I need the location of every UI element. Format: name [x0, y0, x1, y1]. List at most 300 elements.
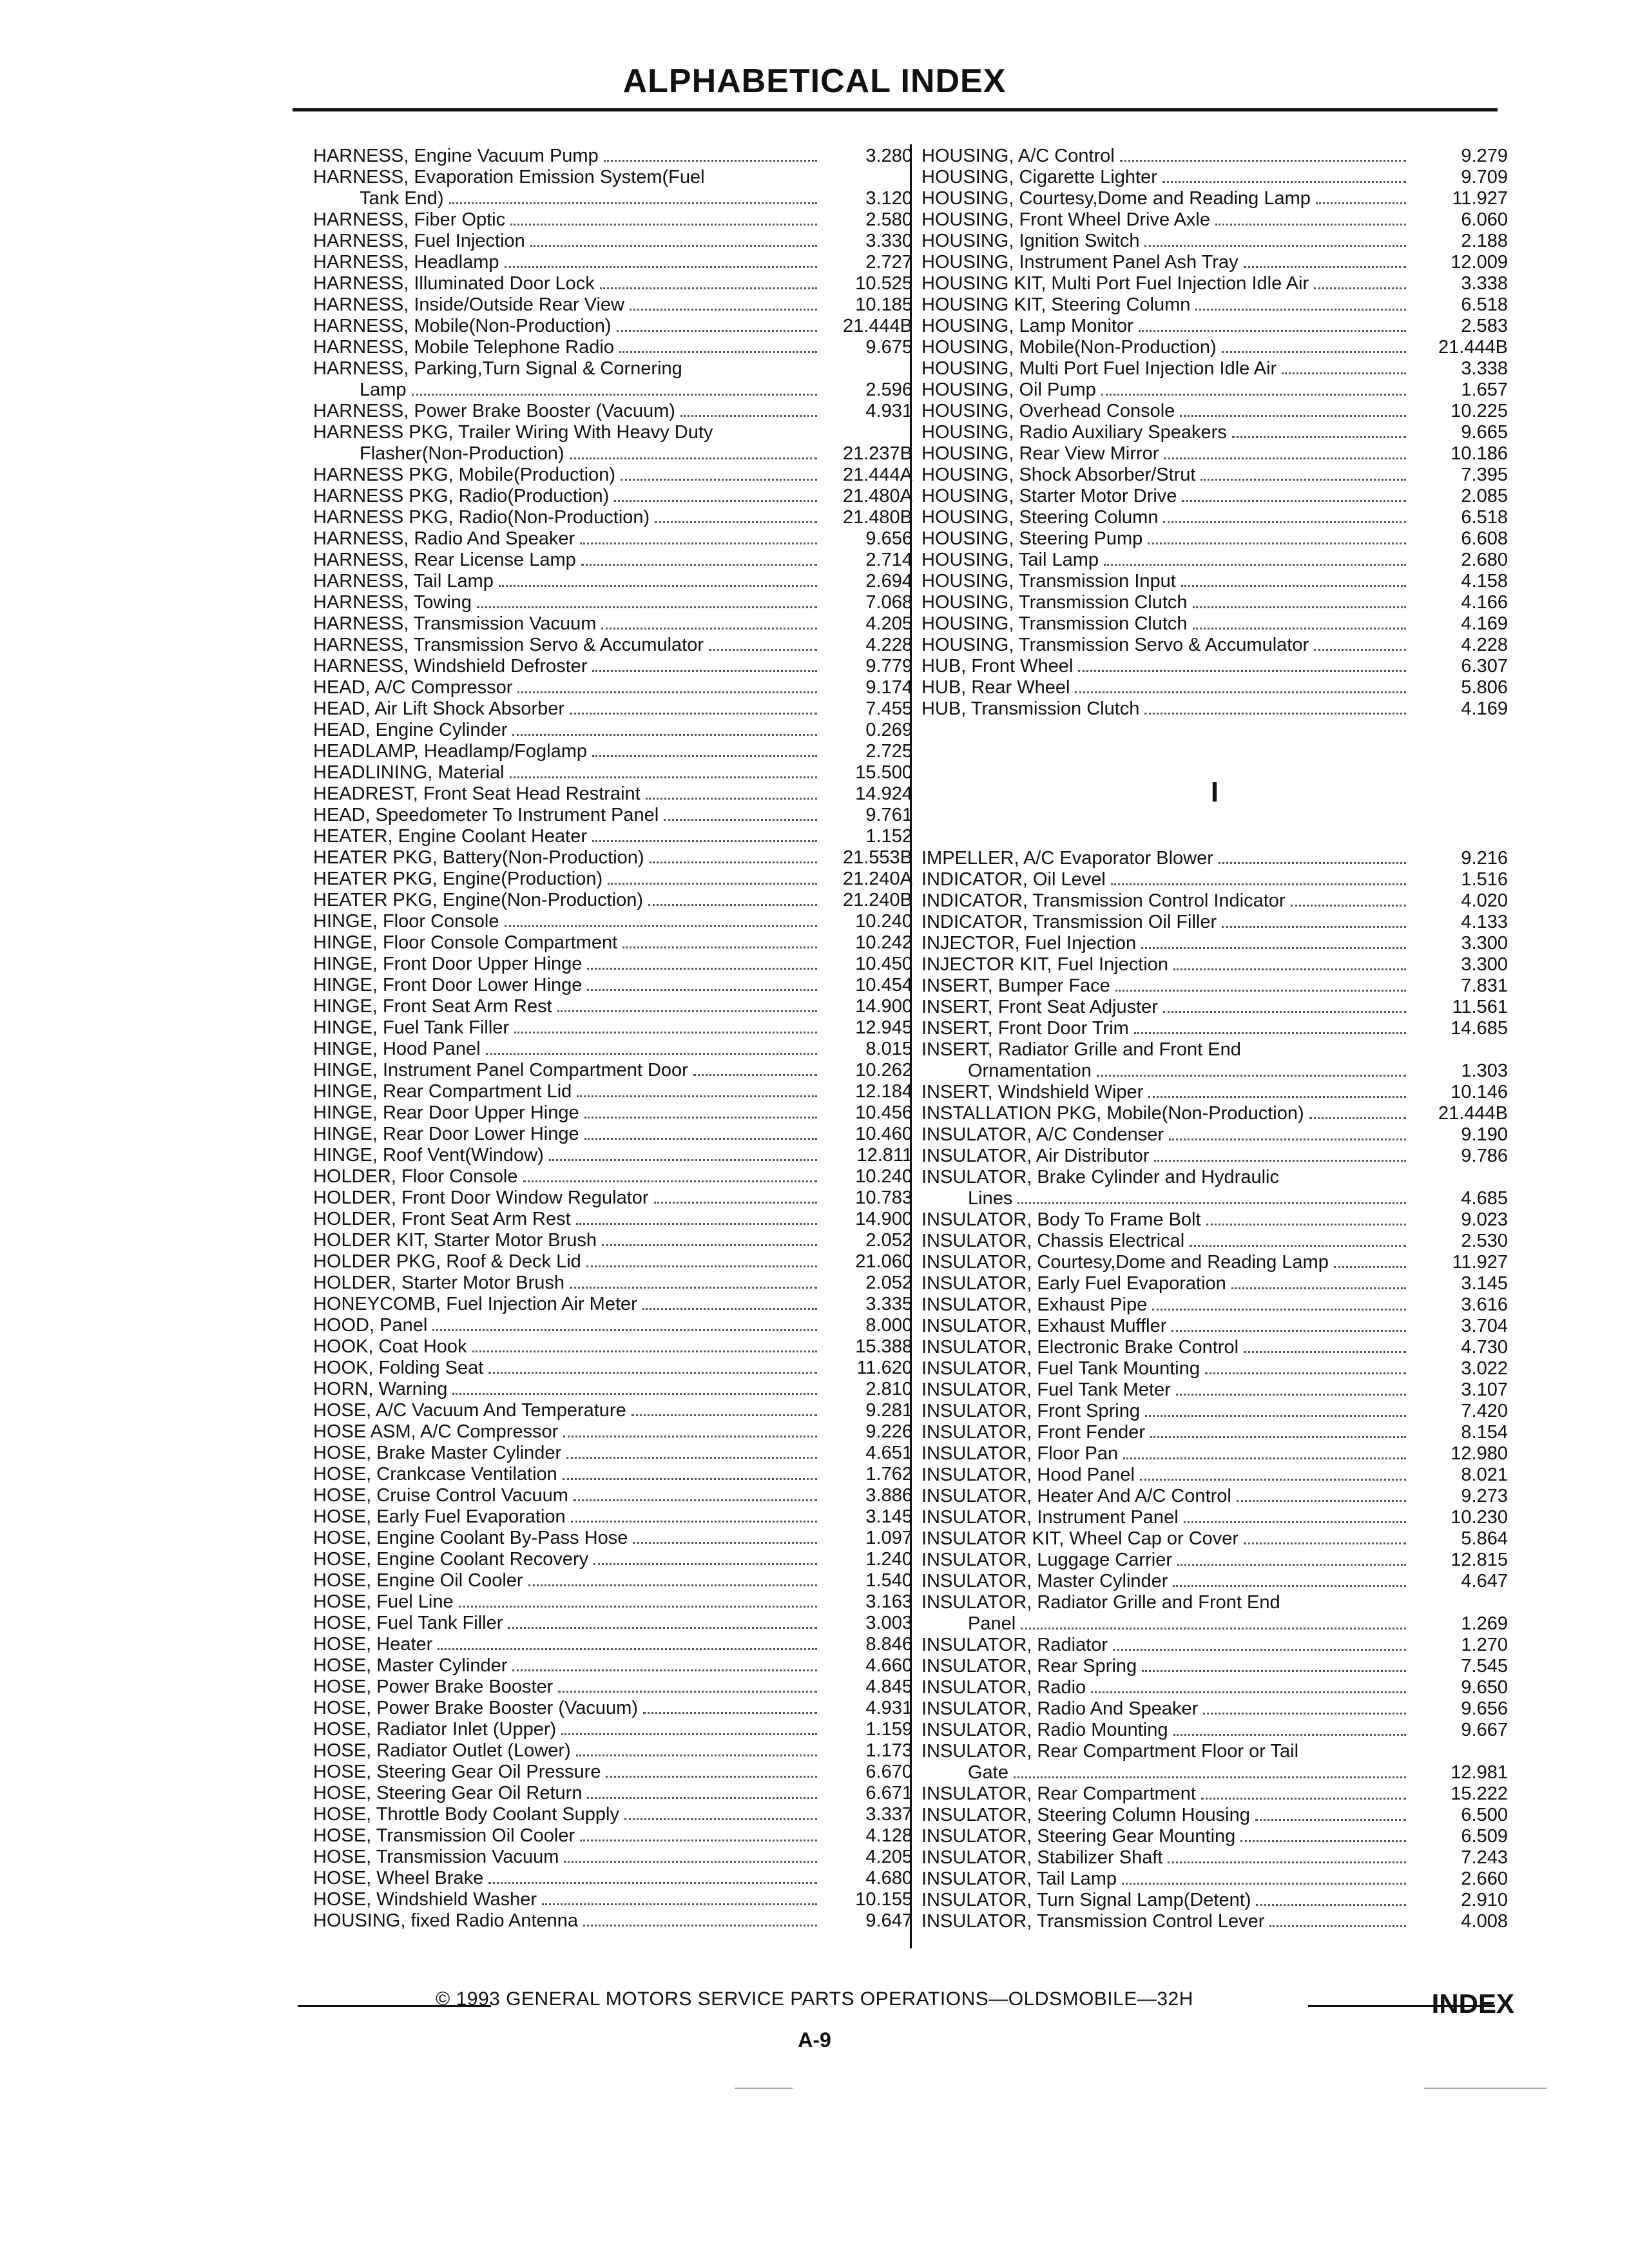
index-entry-name: HOSE, Windshield Washer: [313, 1889, 537, 1910]
index-entry-name: INSULATOR, Instrument Panel: [921, 1507, 1179, 1528]
index-entry-number: 5.806: [1461, 677, 1508, 698]
index-entry-name: HINGE, Rear Compartment Lid: [313, 1081, 572, 1102]
dot-leader: [1291, 905, 1406, 907]
index-entry-name: HOUSING, Tail Lamp: [921, 550, 1099, 570]
dot-leader: [1309, 1117, 1406, 1119]
index-entry-name: HOSE, Steering Gear Oil Return: [313, 1783, 583, 1803]
index-entry-name: INSULATOR, Early Fuel Evaporation: [921, 1273, 1226, 1294]
dot-leader: [517, 691, 817, 693]
dot-leader: [606, 1776, 817, 1778]
index-entry-name: HOSE, Transmission Vacuum: [313, 1847, 559, 1867]
index-entry-number: 3.300: [1461, 933, 1508, 954]
index-entry-number: 10.240: [855, 911, 912, 932]
index-entry-name: HOUSING, fixed Radio Antenna: [313, 1910, 579, 1931]
dot-leader: [648, 904, 817, 906]
index-entry-number: 10.240: [855, 1166, 912, 1187]
right-index-column-i: [921, 848, 1508, 1932]
index-entry-number: 8.015: [865, 1039, 912, 1059]
dot-leader: [655, 521, 817, 523]
dot-leader: [1168, 1861, 1406, 1863]
index-entry-name: HARNESS, Tail Lamp: [313, 571, 494, 591]
index-entry-name: HOLDER, Front Seat Arm Rest: [313, 1209, 571, 1229]
index-entry-name: HEAD, A/C Compressor: [313, 677, 513, 698]
index-entry: [921, 337, 1508, 358]
index-entry-number: 6.307: [1461, 656, 1508, 677]
dot-leader: [1164, 457, 1406, 459]
index-entry: [313, 1485, 912, 1506]
index-entry-number: 10.262: [855, 1060, 912, 1081]
dot-leader: [1078, 670, 1406, 672]
dot-leader: [654, 1202, 817, 1204]
dot-leader: [449, 202, 817, 204]
index-entry-number: 1.657: [1461, 380, 1508, 400]
index-entry-number: 9.190: [1461, 1124, 1508, 1145]
index-entry-number: 8.154: [1461, 1422, 1508, 1443]
dot-leader: [709, 649, 817, 651]
index-entry-number: 9.650: [1461, 1677, 1508, 1698]
index-entry: [313, 1336, 912, 1358]
index-entry-name: HOUSING, Transmission Clutch: [921, 613, 1188, 634]
index-entry: [313, 401, 912, 422]
dot-leader: [563, 1436, 817, 1437]
dot-leader: [1237, 1500, 1406, 1502]
dot-leader: [1190, 1245, 1406, 1247]
index-entry-number: 10.242: [855, 932, 912, 953]
index-entry-number: 2.810: [865, 1379, 912, 1399]
index-entry: [313, 890, 912, 911]
index-entry-name: INSULATOR, Hood Panel: [921, 1465, 1135, 1485]
dot-leader: [592, 840, 817, 842]
index-entry-number: 10.186: [1451, 443, 1508, 464]
dot-leader: [438, 1648, 817, 1650]
dot-leader: [1140, 1479, 1406, 1481]
index-entry-number: 2.694: [865, 571, 912, 591]
index-entry-number: 9.023: [1461, 1209, 1508, 1230]
index-entry-number: 21.060: [855, 1251, 912, 1272]
index-entry: [921, 1294, 1508, 1316]
index-entry-name: INSULATOR, Electronic Brake Control: [921, 1337, 1239, 1358]
dot-leader: [624, 1818, 817, 1820]
index-entry-name: HOUSING, Steering Column: [921, 507, 1159, 528]
index-entry: [921, 635, 1508, 656]
index-entry: [921, 1273, 1508, 1294]
dot-leader: [1255, 1819, 1406, 1821]
index-entry: [313, 847, 912, 869]
index-entry-number: 2.580: [865, 209, 912, 230]
index-entry: [313, 1570, 912, 1591]
index-entry-number: 6.509: [1461, 1826, 1508, 1847]
index-entry: [921, 550, 1508, 571]
index-entry-number: 2.727: [865, 252, 912, 273]
index-entry-name: INSULATOR, Rear Compartment: [921, 1783, 1196, 1804]
index-entry: [921, 401, 1508, 422]
index-entry-name: INSULATOR, Radio: [921, 1677, 1086, 1698]
index-entry: [313, 209, 912, 231]
index-entry-number: 4.651: [865, 1443, 912, 1463]
index-entry: [313, 528, 912, 550]
index-entry: [921, 1209, 1508, 1231]
index-entry-name: HARNESS, Parking,Turn Signal & Cornering: [313, 358, 682, 379]
index-entry-number: 9.675: [865, 337, 912, 358]
index-entry-name: HINGE, Rear Door Lower Hinge: [313, 1124, 579, 1144]
index-entry-number: 3.022: [1461, 1358, 1508, 1379]
index-entry-name: INSULATOR, Tail Lamp: [921, 1869, 1117, 1889]
dot-leader: [1181, 585, 1406, 587]
index-entry: [921, 1571, 1508, 1592]
index-entry: [921, 656, 1508, 677]
index-entry: [921, 1592, 1508, 1635]
index-entry-name: INSULATOR, Radio Mounting: [921, 1720, 1168, 1740]
index-entry-name: HEADLAMP, Headlamp/Foglamp: [313, 741, 587, 762]
index-entry-name: HOUSING, A/C Control: [921, 146, 1115, 166]
index-entry: [313, 1273, 912, 1294]
index-entry: [313, 613, 912, 635]
index-entry: [313, 1655, 912, 1677]
index-entry: [313, 146, 912, 167]
index-entry-number: 6.670: [865, 1762, 912, 1782]
index-entry-name: HARNESS, Windshield Defroster: [313, 656, 588, 677]
index-entry-number: 5.864: [1461, 1528, 1508, 1549]
dot-leader: [557, 1010, 817, 1012]
index-entry-number: 3.120: [865, 188, 912, 209]
index-entry-name: INSERT, Bumper Face: [921, 975, 1110, 996]
dot-leader: [1113, 1649, 1406, 1651]
index-entry-number: 12.980: [1451, 1443, 1508, 1464]
dot-leader: [608, 883, 817, 885]
dot-leader: [583, 1925, 817, 1927]
index-entry: [313, 486, 912, 507]
index-entry-name: HARNESS, Rear License Lamp: [313, 550, 576, 570]
index-entry: [921, 1316, 1508, 1337]
index-entry: [921, 1401, 1508, 1422]
index-entry-name: HOLDER, Front Door Window Regulator: [313, 1187, 649, 1208]
index-entry-name: HOSE, Engine Coolant Recovery: [313, 1549, 589, 1570]
dot-leader: [650, 861, 817, 863]
dot-leader: [1282, 372, 1406, 374]
index-entry: [921, 869, 1508, 890]
dot-leader: [488, 1372, 817, 1374]
dot-leader: [1154, 1160, 1406, 1162]
index-entry-number: 11.927: [1452, 188, 1508, 209]
index-entry: [921, 997, 1508, 1018]
dot-leader: [1215, 224, 1406, 226]
index-entry-name: INSERT, Front Door Trim: [921, 1018, 1129, 1039]
index-entry-name: HARNESS, Mobile Telephone Radio: [313, 337, 614, 358]
index-entry-name: HOUSING, Multi Port Fuel Injection Idle Air: [921, 358, 1277, 379]
index-entry-name: HOUSING, Rear View Mirror: [921, 443, 1159, 464]
index-entry-continuation: Gate: [968, 1762, 1008, 1783]
dot-leader: [1150, 1436, 1406, 1438]
index-entry-number: 11.561: [1452, 997, 1508, 1017]
index-entry-name: HOSE, Engine Coolant By-Pass Hose: [313, 1528, 628, 1548]
index-entry: [313, 954, 912, 975]
index-entry: [313, 1719, 912, 1740]
index-entry: [313, 1166, 912, 1187]
index-entry: [313, 1677, 912, 1698]
index-entry-name: INSULATOR KIT, Wheel Cap or Cover: [921, 1528, 1239, 1549]
index-entry: [921, 1826, 1508, 1847]
index-entry-number: 1.270: [1461, 1635, 1508, 1655]
index-entry-name: HOSE, Master Cylinder: [313, 1655, 508, 1676]
index-entry-number: 1.540: [865, 1570, 912, 1591]
index-entry-name: HARNESS, Fiber Optic: [313, 209, 506, 230]
index-entry: [921, 677, 1508, 698]
dot-leader: [1115, 990, 1406, 992]
index-entry: [921, 592, 1508, 613]
index-entry: [313, 1804, 912, 1825]
dot-leader: [576, 1223, 817, 1225]
dot-leader: [1163, 1011, 1406, 1013]
index-entry: [921, 1911, 1508, 1932]
index-entry-name: HINGE, Floor Console: [313, 911, 499, 932]
index-entry-number: 9.786: [1461, 1146, 1508, 1166]
index-entry: [313, 741, 912, 762]
index-entry-name: HINGE, Floor Console Compartment: [313, 932, 618, 953]
index-entry: [921, 1358, 1508, 1379]
index-entry-number: 2.725: [865, 741, 912, 762]
dot-leader: [631, 1414, 817, 1416]
dot-leader: [1120, 160, 1406, 162]
index-entry: [313, 1294, 912, 1315]
index-entry-continuation: Lines: [968, 1188, 1013, 1209]
dot-leader: [566, 1457, 817, 1459]
dot-leader: [523, 1180, 818, 1182]
index-entry: [921, 1146, 1508, 1167]
index-entry-number: 4.169: [1461, 613, 1508, 634]
index-entry-continuation: Tank End): [360, 188, 444, 209]
index-entry-number: 12.811: [856, 1145, 912, 1166]
index-entry: [921, 465, 1508, 486]
index-entry: [921, 294, 1508, 316]
index-entry: [921, 613, 1508, 635]
index-entry-name: HARNESS, Headlamp: [313, 252, 499, 273]
index-entry-number: 4.169: [1461, 698, 1508, 719]
index-entry: [921, 1486, 1508, 1507]
index-entry-name: HOSE, Transmission Oil Cooler: [313, 1825, 575, 1846]
index-entry-number: 9.281: [865, 1400, 912, 1421]
index-entry: [313, 273, 912, 294]
index-entry: [921, 698, 1508, 720]
dot-leader: [1222, 926, 1406, 928]
index-entry: [313, 805, 912, 826]
index-entry-number: 4.205: [865, 613, 912, 634]
index-entry-name: HINGE, Hood Panel: [313, 1039, 481, 1059]
dot-leader: [459, 1606, 817, 1608]
index-entry: [313, 1825, 912, 1847]
index-entry-name: INSULATOR, Fuel Tank Mounting: [921, 1358, 1200, 1379]
index-entry-number: 3.145: [1461, 1273, 1508, 1294]
dot-leader: [508, 1627, 817, 1629]
dot-leader: [486, 1053, 817, 1055]
index-entry-name: HARNESS, Evaporation Emission System(Fuel: [313, 167, 705, 187]
index-entry: [921, 422, 1508, 443]
dot-leader: [592, 670, 817, 672]
dot-leader: [528, 1584, 817, 1586]
index-entry: [921, 209, 1508, 231]
index-entry-number: 10.456: [855, 1102, 912, 1123]
index-entry-number: 4.228: [1461, 635, 1508, 655]
dot-leader: [601, 628, 817, 629]
index-entry: [313, 1358, 912, 1379]
index-entry-name: HARNESS, Inside/Outside Rear View: [313, 294, 625, 315]
index-entry: [921, 146, 1508, 167]
dot-leader: [571, 1521, 817, 1523]
index-entry-number: 3.338: [1461, 358, 1508, 379]
dot-leader: [1152, 1309, 1406, 1311]
index-entry-name: IMPELLER, A/C Evaporator Blower: [921, 848, 1213, 869]
index-entry: [313, 1400, 912, 1421]
dot-leader: [1101, 394, 1406, 396]
index-entry-number: 6.500: [1461, 1805, 1508, 1825]
index-entry: [921, 848, 1508, 869]
index-entry-name: INSULATOR, Front Spring: [921, 1401, 1140, 1421]
index-entry: [921, 486, 1508, 507]
dot-leader: [593, 1563, 817, 1565]
dot-leader: [1144, 245, 1406, 247]
index-entry: [313, 783, 912, 805]
index-entry-number: 2.660: [1461, 1869, 1508, 1889]
index-entry-number: 4.133: [1461, 912, 1508, 932]
index-entry-continuation-line: [313, 443, 912, 465]
dot-leader: [412, 394, 817, 396]
index-entry-name: HOUSING KIT, Multi Port Fuel Injection Idle Air: [921, 273, 1309, 294]
index-entry-name: HARNESS, Engine Vacuum Pump: [313, 146, 599, 166]
index-entry-name: HARNESS PKG, Trailer Wiring With Heavy Duty: [313, 422, 713, 443]
dot-leader: [600, 287, 817, 289]
index-entry-name: HOLDER PKG, Roof & Deck Lid: [313, 1251, 581, 1272]
index-entry: [313, 316, 912, 337]
index-entry-number: 9.709: [1461, 167, 1508, 187]
index-entry-continuation: Panel: [968, 1613, 1016, 1634]
index-entry-number: 10.225: [1451, 401, 1508, 421]
index-entry-name: HARNESS PKG, Radio(Production): [313, 486, 610, 506]
index-entry: [921, 167, 1508, 188]
index-entry-number: 14.924: [855, 783, 912, 804]
index-entry: [313, 507, 912, 528]
index-entry-name: INSULATOR, Transmission Control Lever: [921, 1911, 1265, 1932]
dot-leader: [563, 1478, 817, 1480]
dot-leader: [581, 564, 817, 566]
index-entry: [921, 1720, 1508, 1741]
index-entry-number: 9.667: [1461, 1720, 1508, 1740]
index-entry-name: HOUSING, Front Wheel Drive Axle: [921, 209, 1210, 230]
index-entry-name: HARNESS, Radio And Speaker: [313, 528, 575, 549]
index-entry-name: HUB, Transmission Clutch: [921, 698, 1140, 719]
index-entry-number: 3.145: [865, 1506, 912, 1527]
dot-leader: [1177, 1564, 1406, 1566]
dot-leader: [693, 1074, 817, 1076]
index-entry-name: HOUSING, Starter Motor Drive: [921, 486, 1177, 506]
index-entry: [921, 1890, 1508, 1911]
index-entry: [921, 1847, 1508, 1869]
index-entry: [313, 1613, 912, 1634]
index-entry-name: HOSE, Early Fuel Evaporation: [313, 1506, 566, 1527]
dot-leader: [1334, 1266, 1406, 1268]
dot-leader: [630, 309, 817, 311]
index-entry-number: 21.553B: [842, 847, 912, 868]
index-entry-number: 4.166: [1461, 592, 1508, 613]
dot-leader: [472, 1350, 817, 1352]
index-entry-number: 21.480A: [842, 486, 912, 506]
index-entry: [313, 1783, 912, 1804]
index-entry-number: 14.685: [1451, 1018, 1508, 1039]
index-entry-name: HINGE, Front Door Upper Hinge: [313, 954, 583, 974]
index-entry-number: 11.620: [856, 1358, 912, 1378]
index-entry-number: 8.000: [865, 1315, 912, 1336]
index-entry-number: 21.480B: [842, 507, 912, 528]
index-label: INDEX: [1431, 1988, 1514, 2019]
dot-leader: [1176, 1394, 1406, 1396]
index-entry: [921, 528, 1508, 550]
index-entry: [921, 1337, 1508, 1358]
index-entry: [313, 1102, 912, 1124]
dot-leader: [1316, 202, 1406, 204]
index-entry: [921, 975, 1508, 997]
index-entry-name: HEAD, Engine Cylinder: [313, 720, 508, 740]
index-entry-number: 4.685: [1461, 1188, 1508, 1209]
index-entry-number: 1.240: [865, 1549, 912, 1570]
index-entry-name: INSULATOR, Brake Cylinder and Hydraulic: [921, 1167, 1279, 1187]
dot-leader: [664, 819, 817, 821]
index-entry: [921, 1507, 1508, 1528]
dot-leader: [580, 1840, 817, 1841]
page-number: A-9: [798, 2028, 831, 2052]
index-entry-number: 2.530: [1461, 1231, 1508, 1251]
dot-leader: [617, 330, 817, 332]
dot-leader: [1314, 287, 1406, 289]
index-entry: [921, 231, 1508, 252]
index-entry: [313, 1443, 912, 1464]
dot-leader: [1200, 479, 1406, 481]
index-entry-name: HARNESS, Fuel Injection: [313, 231, 525, 251]
index-entry: [313, 337, 912, 358]
index-entry-name: HOSE, Heater: [313, 1634, 433, 1655]
index-entry: [313, 550, 912, 571]
index-entry: [313, 1039, 912, 1060]
index-entry-name: HOUSING, Transmission Input: [921, 571, 1176, 591]
index-entry-number: 9.279: [1461, 146, 1508, 166]
dot-leader: [1075, 691, 1406, 693]
index-entry-name: INSERT, Front Seat Adjuster: [921, 997, 1158, 1017]
dot-leader: [1314, 649, 1406, 651]
index-entry-name: HOUSING, Transmission Servo & Accumulator: [921, 635, 1309, 655]
index-entry-number: 7.243: [1461, 1847, 1508, 1868]
index-entry: [921, 1465, 1508, 1486]
index-entry-number: 3.335: [865, 1294, 912, 1314]
index-entry-name: HARNESS, Transmission Servo & Accumulator: [313, 635, 704, 655]
index-entry-number: 1.762: [865, 1464, 912, 1485]
dot-leader: [587, 968, 817, 970]
index-entry-continuation-line: [921, 1613, 1508, 1635]
index-entry: [313, 1910, 912, 1932]
index-entry: [921, 1082, 1508, 1103]
dot-leader: [510, 776, 817, 778]
index-entry-number: 3.163: [865, 1591, 912, 1612]
dot-leader: [1111, 883, 1406, 885]
index-entry-number: 21.444A: [842, 465, 912, 485]
index-entry: [313, 1081, 912, 1102]
index-entry: [313, 656, 912, 677]
index-entry-number: 3.330: [865, 231, 912, 251]
index-entry: [921, 1422, 1508, 1443]
index-entry-number: 8.846: [865, 1634, 912, 1655]
dot-leader: [602, 1244, 817, 1246]
index-entry-number: 14.900: [855, 996, 912, 1017]
index-entry-number: 10.450: [855, 954, 912, 974]
index-entry: [313, 1017, 912, 1039]
index-entry-name: HOSE, Cruise Control Vacuum: [313, 1485, 568, 1506]
index-entry-number: 6.518: [1461, 507, 1508, 528]
